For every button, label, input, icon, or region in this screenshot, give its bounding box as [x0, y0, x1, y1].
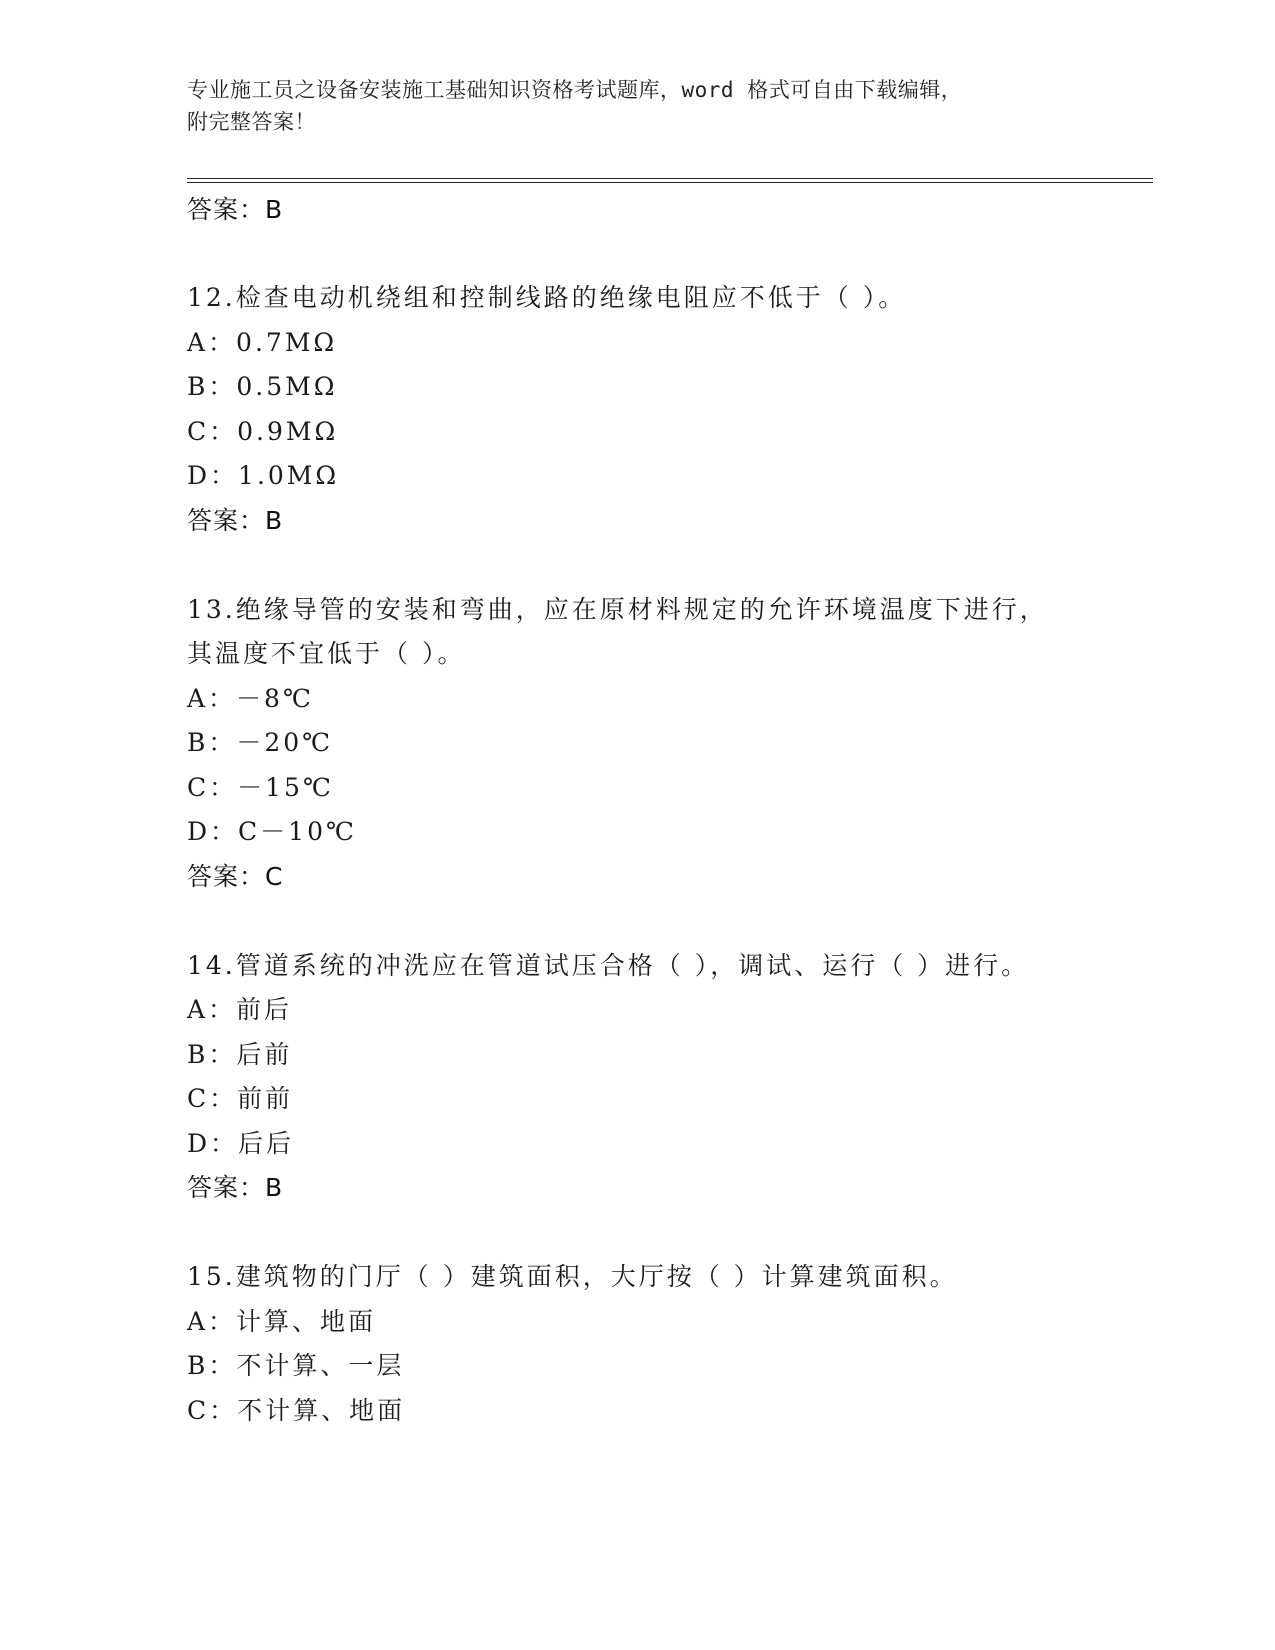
question-12-option-b: B：0.5MΩ: [187, 372, 338, 401]
question-14-option-a: A：前后: [187, 995, 293, 1024]
header-line-2: 附完整答案！: [187, 110, 316, 134]
question-14-option-b: B：后前: [187, 1040, 293, 1069]
header-line-1: 专业施工员之设备安装施工基础知识资格考试题库，word 格式可自由下载编辑，: [187, 78, 963, 102]
question-13-option-c: C：－15℃: [187, 773, 334, 802]
question-14-option-d: D：后后: [187, 1129, 295, 1158]
question-13-stem-line-1: 13.绝缘导管的安装和弯曲，应在原材料规定的允许环境温度下进行，: [187, 595, 1048, 624]
document-header: [187, 74, 1067, 138]
question-12-stem: 12.检查电动机绕组和控制线路的绝缘电阻应不低于（ ）。: [187, 283, 907, 312]
question-12-option-a: A：0.7MΩ: [187, 328, 338, 357]
question-14-option-c: C：前前: [187, 1084, 294, 1113]
question-14-answer: 答案：B: [187, 1173, 284, 1202]
question-15-option-b: B：不计算、一层: [187, 1351, 405, 1380]
question-12-option-d: D：1.0MΩ: [187, 461, 340, 490]
question-13-option-a: A：－8℃: [187, 684, 314, 713]
question-13-option-b: B：－20℃: [187, 728, 334, 757]
header-divider-bottom: [187, 182, 1153, 183]
question-13-stem-line-2: 其温度不宜低于（ ）。: [187, 639, 466, 668]
question-15-option-a: A：计算、地面: [187, 1307, 377, 1336]
question-15-stem: 15.建筑物的门厅（ ）建筑面积，大厅按（ ）计算建筑面积。: [187, 1262, 958, 1291]
question-15-option-c: C：不计算、地面: [187, 1396, 406, 1425]
header-divider-top: [187, 178, 1153, 179]
question-14-stem: 14.管道系统的冲洗应在管道试压合格（ ），调试、运行（ ）进行。: [187, 951, 1030, 980]
question-12-answer: 答案：B: [187, 506, 284, 535]
question-12-option-c: C：0.9MΩ: [187, 417, 339, 446]
question-13-option-d: D：C－10℃: [187, 817, 357, 846]
question-13-answer: 答案：C: [187, 862, 284, 891]
previous-answer: 答案：B: [187, 195, 284, 224]
